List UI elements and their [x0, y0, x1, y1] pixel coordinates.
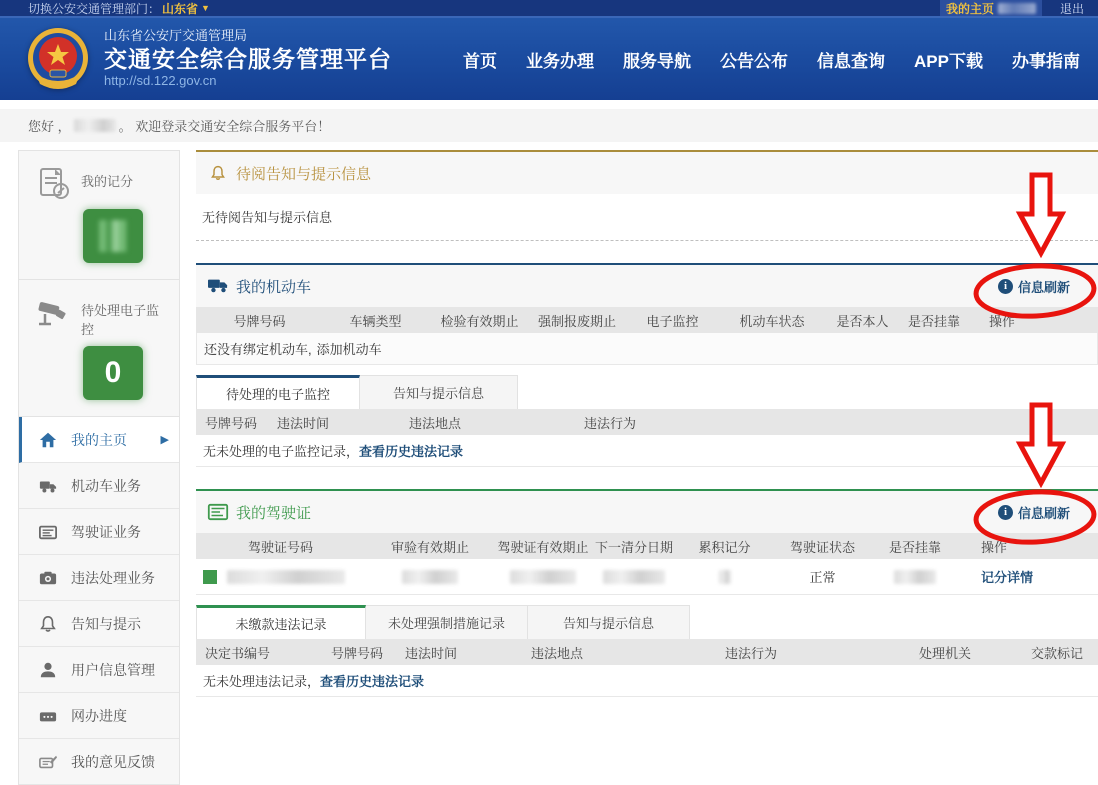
info-icon: i	[998, 279, 1013, 294]
column-header: 交款标记	[1031, 645, 1084, 661]
column-header: 电子监控	[646, 313, 699, 329]
license-card-icon	[208, 504, 228, 520]
region-selector[interactable]: 山东省	[162, 1, 199, 16]
column-header: 违法时间	[277, 415, 330, 431]
vehicles-table-header	[196, 307, 1098, 333]
notices-title: 待阅告知与提示信息	[236, 165, 372, 183]
column-header: 决定书编号	[205, 645, 271, 661]
nav-info-query[interactable]: 信息查询	[817, 51, 886, 71]
column-header: 车辆类型	[349, 313, 402, 329]
feedback-icon	[39, 753, 57, 771]
column-header: 违法时间	[405, 645, 458, 661]
welcome-greeting: 您好 ，	[28, 119, 71, 134]
chevron-down-icon[interactable]: ▼	[201, 3, 210, 13]
notices-header	[196, 152, 1098, 194]
user-icon	[39, 661, 57, 679]
column-header: 驾驶证状态	[789, 539, 855, 555]
agency-name: 山东省公安厅交通管理局	[104, 28, 248, 44]
sidebar-item-my-home[interactable]	[19, 417, 179, 463]
home-icon	[39, 431, 57, 449]
nav-handling-guide[interactable]: 办事指南	[1012, 51, 1080, 71]
chevron-right-icon: ▶	[160, 434, 169, 446]
sidebar-item-label: 我的意见反馈	[71, 753, 155, 770]
column-header: 号牌号码	[205, 415, 258, 431]
vehicles-title: 我的机动车	[236, 278, 312, 296]
tab-label: 告知与提示信息	[392, 386, 484, 401]
site-url: http://sd.122.gov.cn	[104, 73, 217, 89]
column-header: 驾驶证有效期止	[497, 539, 589, 555]
vehicles-tabs	[196, 375, 1098, 409]
violations-empty-row	[196, 665, 1098, 697]
police-badge-logo	[26, 26, 90, 92]
license-tabs	[196, 605, 1098, 639]
bell-icon	[39, 615, 57, 633]
column-header: 违法地点	[531, 645, 584, 661]
view-history-link[interactable]: 查看历史违法记录	[359, 444, 464, 459]
sidebar-item-license-business[interactable]	[19, 509, 179, 555]
score-value-box	[83, 209, 143, 263]
section-my-license	[196, 489, 1098, 697]
audit-expiry-redacted	[402, 570, 458, 584]
license-table-header	[196, 533, 1098, 559]
status-square-icon	[203, 570, 217, 584]
column-header: 是否本人	[836, 313, 889, 329]
score-details-link[interactable]: 记分详情	[981, 570, 1034, 585]
affiliation-redacted	[894, 570, 936, 584]
truck-icon	[39, 477, 57, 495]
column-header: 检验有效期止	[440, 313, 519, 329]
vehicles-empty-row	[196, 333, 1098, 365]
column-header: 驾驶证号码	[247, 539, 313, 555]
monitoring-table-header	[196, 409, 1098, 435]
section-pending-notices	[196, 150, 1098, 241]
sidebar-item-label: 违法处理业务	[71, 569, 155, 586]
progress-card-icon	[39, 707, 57, 725]
vehicles-refresh-button[interactable]	[998, 277, 1070, 296]
column-header: 强制报废期止	[537, 313, 616, 329]
tab-label: 告知与提示信息	[562, 616, 654, 631]
username-redacted	[998, 3, 1036, 14]
monitoring-empty-row	[196, 435, 1098, 467]
column-header: 操作	[981, 539, 1008, 555]
license-expiry-redacted	[510, 570, 576, 584]
main-nav	[463, 47, 1080, 72]
section-my-vehicles	[196, 263, 1098, 467]
column-header: 违法地点	[409, 415, 462, 431]
score-card	[19, 151, 179, 280]
column-header: 累积记分	[698, 539, 751, 555]
main-content	[196, 150, 1098, 785]
points-redacted	[719, 570, 731, 584]
dashed-separator	[196, 240, 1098, 241]
license-header	[196, 491, 1098, 533]
id-card-icon	[39, 523, 57, 541]
welcome-bar	[0, 109, 1098, 142]
monitor-value-box	[83, 346, 143, 400]
license-refresh-button[interactable]	[998, 503, 1070, 522]
monitor-card-label: 待处理电子监控	[81, 303, 160, 337]
tab-pending-monitoring[interactable]	[196, 375, 360, 409]
sidebar-item-user-info[interactable]	[19, 647, 179, 693]
column-header: 下一清分日期	[594, 539, 673, 555]
sidebar-item-label: 告知与提示	[71, 615, 141, 632]
column-header: 违法行为	[725, 645, 778, 661]
my-home-label[interactable]: 我的主页	[945, 1, 994, 16]
sidebar-item-label: 网办进度	[71, 707, 127, 724]
column-header: 机动车状态	[739, 313, 805, 329]
nav-service-guide[interactable]: 服务导航	[623, 51, 692, 71]
tab-notices-info[interactable]	[360, 375, 518, 409]
column-header: 是否挂靠	[888, 539, 941, 555]
license-number-redacted	[227, 570, 345, 584]
tab-notices-info[interactable]	[528, 605, 690, 639]
welcome-message: 。 欢迎登录交通安全综合服务平台！	[118, 119, 331, 134]
score-document-icon	[37, 167, 71, 201]
column-header: 是否挂靠	[907, 313, 960, 329]
sidebar-item-online-progress[interactable]	[19, 693, 179, 739]
tab-unprocessed-measures[interactable]	[366, 605, 528, 639]
monitoring-empty-text: 无未处理的电子监控记录，	[203, 444, 360, 459]
license-refresh-label[interactable]: 信息刷新	[1017, 505, 1070, 521]
license-title: 我的驾驶证	[236, 504, 312, 522]
monitor-value: 0	[104, 356, 122, 389]
vehicles-empty-text: 还没有绑定机动车,	[204, 342, 312, 357]
camera-icon	[39, 569, 57, 587]
nav-app-download[interactable]: APP下载	[914, 51, 983, 71]
my-home-link[interactable]	[940, 0, 1042, 18]
tab-label: 未处理强制措施记录	[387, 616, 505, 631]
sidebar-item-label: 机动车业务	[71, 477, 141, 494]
sidebar-item-label: 驾驶证业务	[71, 523, 141, 540]
vehicles-refresh-label[interactable]: 信息刷新	[1017, 279, 1070, 295]
site-title: 交通安全综合服务管理平台	[104, 45, 392, 72]
score-card-label: 我的记分	[81, 174, 134, 189]
nav-home[interactable]: 首页	[463, 51, 498, 71]
truck-icon	[208, 278, 228, 294]
column-header: 号牌号码	[331, 645, 384, 661]
tab-label: 未缴款违法记录	[235, 617, 327, 632]
sidebar-item-label: 我的主页	[71, 431, 127, 448]
monitor-card	[19, 280, 179, 417]
column-header: 处理机关	[919, 645, 972, 661]
nav-announcements[interactable]: 公告公布	[720, 51, 789, 71]
nav-business[interactable]: 业务办理	[526, 51, 595, 71]
license-status: 正常	[809, 570, 836, 585]
bell-icon	[208, 165, 228, 181]
switch-department-label: 切换公安交通管理部门：	[28, 1, 161, 16]
topbar-right	[940, 0, 1084, 18]
info-icon: i	[998, 505, 1013, 520]
violations-empty-text: 无未处理违法记录，	[203, 674, 321, 689]
brand-block	[104, 28, 392, 89]
add-vehicle-link[interactable]: 添加机动车	[316, 342, 382, 357]
sidebar-item-vehicle-business[interactable]	[19, 463, 179, 509]
license-data-row	[196, 559, 1098, 595]
sidebar-item-notifications[interactable]	[19, 601, 179, 647]
notices-empty-text: 无待阅告知与提示信息	[196, 194, 1098, 240]
surveillance-camera-icon	[37, 296, 71, 330]
column-header: 审验有效期止	[390, 539, 469, 555]
violations-table-header	[196, 639, 1098, 665]
column-header: 号牌号码	[233, 313, 286, 329]
clear-date-redacted	[603, 570, 665, 584]
view-history-link[interactable]: 查看历史违法记录	[320, 674, 425, 689]
column-header: 违法行为	[584, 415, 637, 431]
logout-link[interactable]: 退出	[1059, 1, 1084, 16]
sidebar-item-label: 用户信息管理	[71, 661, 155, 678]
vehicles-header	[196, 265, 1098, 307]
sidebar-item-feedback[interactable]	[19, 739, 179, 785]
sidebar	[18, 150, 180, 785]
top-strip	[0, 0, 1098, 16]
score-value-redacted	[99, 220, 127, 252]
site-header	[0, 16, 1098, 100]
tab-label: 待处理的电子监控	[225, 387, 330, 402]
column-header: 操作	[989, 313, 1016, 329]
welcome-username-redacted	[74, 119, 116, 132]
tab-unpaid-violations[interactable]	[196, 605, 366, 639]
sidebar-item-violation-processing[interactable]	[19, 555, 179, 601]
